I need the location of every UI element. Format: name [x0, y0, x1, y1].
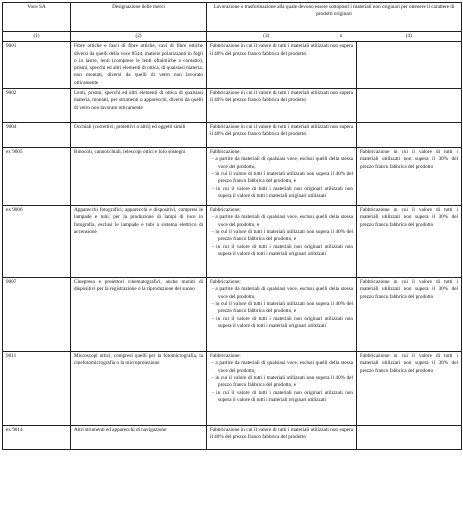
cell-lavorazione-col3 [207, 278, 357, 352]
processing-rule-line: Fabbricazione in cui il valore di tutti i materiali utilizzati non supera il 40% del prezzo franco fabbrica del prodotto [210, 427, 353, 441]
rules-table [2, 2, 462, 450]
column-number-1: (1) [3, 32, 71, 42]
cell-lavorazione-col3 [207, 123, 357, 148]
cell-designazione: Lenti, prismi, specchi ed altri elementi di ottica di qualsiasi materia, montati, per strumenti o apparecchi, diversi da quelli di vetro non lavorato otticamente [71, 89, 207, 123]
processing-rule-line: - in cui il valore di tutti i materiali utilizzati non supera il 40% del prezzo franco fabbrica del prodotto, e [212, 170, 353, 185]
processing-rule-line: - in cui il valore di tutti i materiali utilizzati non supera il 40% del prezzo franco fabbrica del prodotto, e [212, 228, 353, 243]
cell-lavorazione-col4: Fabbricazione in cui il valore di tutti i materiali utilizzati non supera il 30% del prezzo franco fabbrica del prodotto [357, 206, 462, 278]
header-voce-sa: Voce SA [3, 3, 71, 32]
table-row [3, 352, 462, 426]
column-number-4: (4) [357, 32, 462, 42]
cell-designazione: Altri strumenti ed apparecchi di navigazione [71, 426, 207, 450]
column-number-3: (3) [207, 32, 326, 42]
processing-rule-line: - in cui il valore di tutti i materiali non originari utilizzati non supera il valore di tutti i materiali originari utilizzati [212, 243, 353, 257]
cell-voce-sa: ex 9006 [3, 206, 71, 278]
table-row [3, 426, 462, 450]
table-row [3, 123, 462, 148]
cell-designazione: Binocoli, cannocchiali, telescopi ottici e loro sostegni [71, 148, 207, 206]
table-row [3, 278, 462, 352]
header-designazione: Designazione delle merci [71, 3, 207, 32]
processing-rule-line: - a partire da materiali di qualsiasi voce, esclusi quelli della stessa voce del prodotto, [212, 360, 353, 374]
cell-lavorazione-col4: Fabbricazione in cui il valore di tutti i materiali utilizzati non supera il 30% del prezzo franco fabbrica del prodotto [357, 278, 462, 352]
processing-rule-line: Fabbricazione: [210, 149, 241, 156]
processing-rule-line: Fabbricazione in cui il valore di tutti i materiali utilizzati non supera il 40% del prezzo franco fabbrica del prodotto [210, 90, 353, 104]
processing-rule-line: - a partire da materiali di qualsiasi voce, esclusi quelli della stessa voce del prodotto, [212, 156, 353, 170]
processing-rule-line: - in cui il valore di tutti i materiali non originari utilizzati non supera il valore di tutti i materiali originari utilizzati [212, 389, 353, 403]
cell-designazione: Apparecchi fotografici; apparecchi e dispositivi, compresi le lampade e tubi, per la produzione di lampi di luce in fotografia, esclusi le lampade e tubi a sistema elettrico di accensione [71, 206, 207, 278]
table-row [3, 89, 462, 123]
cell-voce-sa: ex 9005 [3, 148, 71, 206]
processing-rule-line: - a partire da materiali di qualsiasi voce, esclusi quelli della stessa voce del prodotto, [212, 286, 353, 300]
cell-designazione: Occhiali (correttivi, protettivi o altri) ed oggetti simili [71, 123, 207, 148]
processing-rule-line: - in cui il valore di tutti i materiali non originari utilizzati non supera il valore di tutti i materiali originari utilizzati [212, 185, 353, 199]
header-lavorazione: Lavorazione o trasformazione alla quale devono essere sottoposti i materiali non originari per ottenere il carattere di prodotti originari [207, 3, 462, 32]
cell-designazione: Microscopi ottici, compresi quelli per la fotomicrografia, la cinefotomicrografia o la microproiezione [71, 352, 207, 426]
table-header-row [3, 3, 462, 32]
processing-rule-line: Fabbricazione: [210, 279, 241, 286]
cell-lavorazione-col4 [357, 42, 462, 89]
cell-lavorazione-col4 [357, 89, 462, 123]
processing-rule-line: Fabbricazione in cui il valore di tutti i materiali utilizzati non supera il 40% del prezzo franco fabbrica del prodotto [210, 124, 353, 138]
cell-lavorazione-col3 [207, 206, 357, 278]
column-or-label: o [326, 32, 357, 42]
cell-lavorazione-col3 [207, 148, 357, 206]
cell-lavorazione-col3 [207, 352, 357, 426]
cell-lavorazione-col4 [357, 123, 462, 148]
processing-rule-line: - in cui il valore di tutti i materiali utilizzati non supera il 40% del prezzo franco fabbrica del prodotto, e [212, 374, 353, 389]
cell-lavorazione-col3 [207, 426, 357, 450]
cell-voce-sa: 9007 [3, 278, 71, 352]
processing-rule-line: - in cui il valore di tutti i materiali non originari utilizzati non supera il valore di tutti i materiali originari utilizzati [212, 315, 353, 329]
cell-voce-sa: 9001 [3, 42, 71, 89]
cell-voce-sa: 9002 [3, 89, 71, 123]
cell-lavorazione-col4: Fabbricazione in cui il valore di tutti i materiali utilizzati non supera il 30% del prezzo franco fabbrica del prodotto [357, 352, 462, 426]
cell-voce-sa: ex 9014 [3, 426, 71, 450]
cell-lavorazione-col4: Fabbricazione in cui il valore di tutti i materiali utilizzati non supera il 30% del prezzo franco fabbrica del prodotto [357, 148, 462, 206]
processing-rule-line: Fabbricazione in cui il valore di tutti i materiali utilizzati non supera il 40% del prezzo franco fabbrica del prodotto [210, 43, 353, 57]
cell-voce-sa: 9004 [3, 123, 71, 148]
cell-designazione: Fibre ottiche e fasci di fibre ottiche, cavi di fibre ottiche diversi da quelli della voce 8544, materie polarizzanti in fogli o in lastre, lenti (comprese le lenti oftalmiche a contatto), prismi, specchi ed altri elementi di ottica, di qualsiasi materia, non montati, diversi da quelli di vetro non lavorato otticamente [71, 42, 207, 89]
column-number-2: (2) [71, 32, 207, 42]
cell-lavorazione-col3 [207, 42, 357, 89]
cell-voce-sa: 9011 [3, 352, 71, 426]
processing-rule-line: Fabbricazione: [210, 353, 241, 360]
table-row [3, 206, 462, 278]
processing-rule-line: Fabbricazione: [210, 207, 241, 214]
cell-designazione: Cinepresa e proiettori cinematografici, anche muniti di dispositivi per la registrazione o la riproduzione del suono [71, 278, 207, 352]
processing-rule-line: - a partire da materiali di qualsiasi voce, esclusi quelli della stessa voce del prodotto, e [212, 214, 353, 228]
column-number-row [3, 32, 462, 42]
cell-lavorazione-col3 [207, 89, 357, 123]
table-row [3, 148, 462, 206]
cell-lavorazione-col4 [357, 426, 462, 450]
processing-rule-line: - in cui il valore di tutti i materiali utilizzati non supera il 40% del prezzo franco fabbrica del prodotto, e [212, 300, 353, 315]
table-row [3, 42, 462, 89]
